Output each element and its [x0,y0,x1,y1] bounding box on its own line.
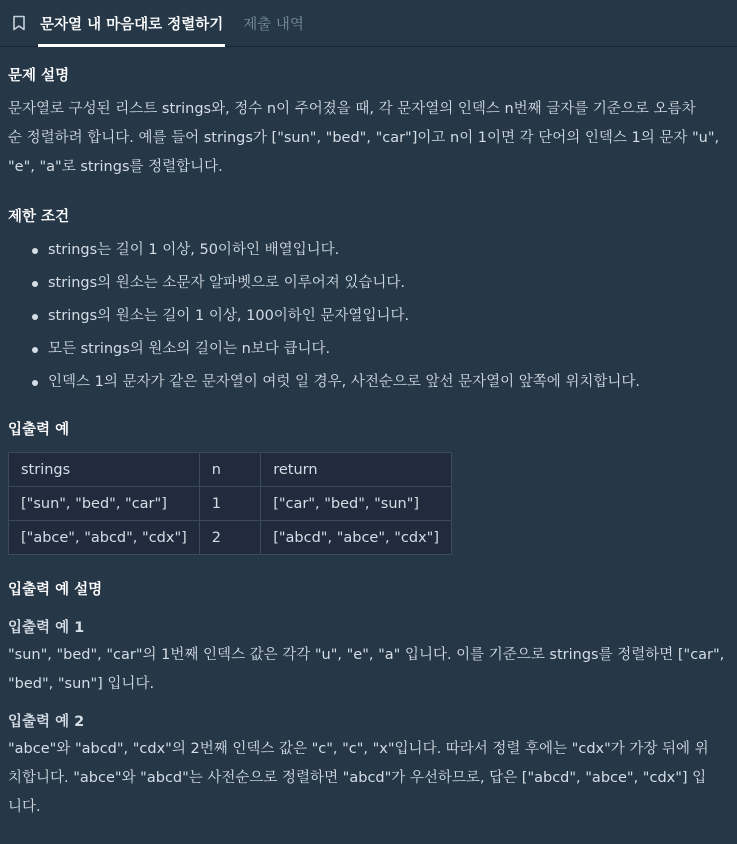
description-line: 문자열로 구성된 리스트 strings와, 정수 n이 주어졌을 때, 각 문자열의 인덱스 n번째 글자를 기준으로 오름차 [8,101,696,117]
example1-line: "sun", "bed", "car"의 1번째 인덱스 값은 각각 "u", "e", "a" 입니다. 이를 기준으로 strings를 정렬하면 ["car", [8,647,725,663]
tab-submissions[interactable] [241,0,306,46]
example2-title: 입출력 예 2 [8,714,85,730]
bookmark-button[interactable] [0,0,38,46]
tab-submissions-label: 제출 내역 [243,16,304,33]
table-row [9,521,452,555]
tab-problem-label: 문자열 내 마음대로 정렬하기 [40,16,224,33]
description-text [8,95,730,182]
list-item: strings의 원소는 소문자 알파벳으로 이루어져 있습니다. [30,267,730,300]
list-item: strings는 길이 1 이상, 50이하인 배열입니다. [30,234,730,267]
table-cell: ["car", "bed", "sun"] [261,487,452,521]
table-cell: ["abce", "abcd", "cdx"] [9,521,200,555]
table-cell: ["sun", "bed", "car"] [9,487,200,521]
table-cell: ["abcd", "abce", "cdx"] [261,521,452,555]
examples-table [8,452,452,555]
header-cell: strings [9,453,200,487]
explanation-heading: 입출력 예 설명 [8,582,103,598]
table-cell: 1 [199,487,260,521]
examples-heading: 입출력 예 [8,422,70,438]
example1-text [8,641,730,699]
list-item: 모든 strings의 원소의 길이는 n보다 큽니다. [30,333,730,366]
description-line: "e", "a"로 strings를 정렬합니다. [8,159,223,175]
example2-line: 니다. [8,799,41,815]
example1-line: "bed", "sun"] 입니다. [8,676,155,692]
tab-bar [0,0,737,47]
header-cell: return [261,453,452,487]
constraints-heading: 제한 조건 [8,209,70,225]
table-row [9,487,452,521]
bookmark-icon [12,15,26,31]
description-heading: 문제 설명 [8,68,70,84]
description-line: 순 정렬하려 합니다. 예를 들어 strings가 ["sun", "bed", "car"]이고 n이 1이면 각 단어의 인덱스 1의 문자 "u", [8,130,720,146]
example1-title: 입출력 예 1 [8,620,85,636]
example2-line: "abce"와 "abcd", "cdx"의 2번째 인덱스 값은 "c", "c", "x"입니다. 따라서 정렬 후에는 "cdx"가 가장 뒤에 위 [8,741,709,757]
tab-problem[interactable] [38,0,225,46]
problem-content [8,47,730,822]
example2-text [8,735,730,822]
list-item: 인덱스 1의 문자가 같은 문자열이 여럿 일 경우, 사전순으로 앞선 문자열이 앞쪽에 위치합니다. [30,366,730,399]
example2-line: 치합니다. "abce"와 "abcd"는 사전순으로 정렬하면 "abcd"가 우선하므로, 답은 ["abcd", "abce", "cdx"] 입 [8,770,707,786]
table-cell: 2 [199,521,260,555]
list-item: strings의 원소는 길이 1 이상, 100이하인 문자열입니다. [30,300,730,333]
header-cell: n [199,453,260,487]
table-header-row [9,453,452,487]
constraints-list [30,234,730,399]
